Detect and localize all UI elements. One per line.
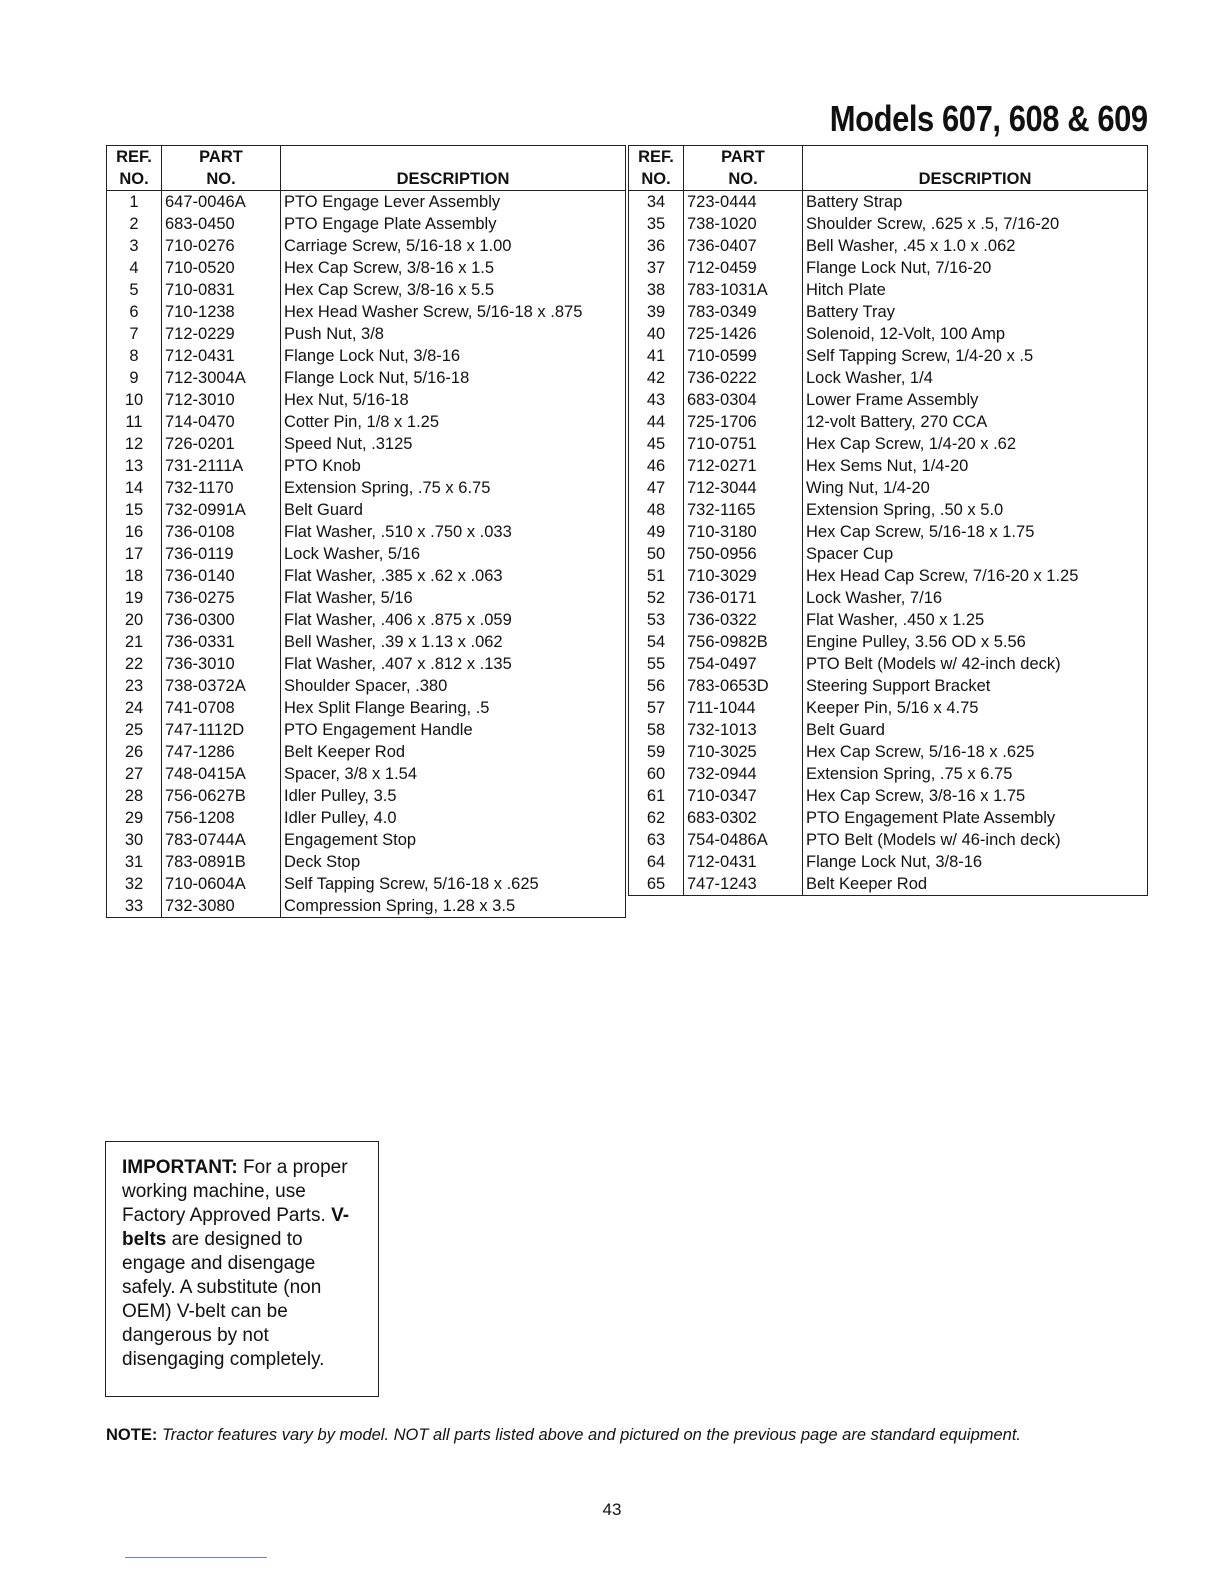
description-cell: Push Nut, 3/8 xyxy=(281,323,626,345)
table-row xyxy=(107,301,626,323)
header-part-no xyxy=(162,146,281,191)
table-row xyxy=(629,543,1148,565)
ref-no-cell: 8 xyxy=(107,345,162,367)
ref-no-cell: 30 xyxy=(107,829,162,851)
description-cell: Extension Spring, .50 x 5.0 xyxy=(803,499,1148,521)
parts-table-left xyxy=(106,145,626,918)
part-no-cell: 710-1238 xyxy=(162,301,281,323)
ref-no-cell: 55 xyxy=(629,653,684,675)
ref-no-cell: 39 xyxy=(629,301,684,323)
description-cell: Carriage Screw, 5/16-18 x 1.00 xyxy=(281,235,626,257)
table-row xyxy=(629,807,1148,829)
header-description xyxy=(803,146,1148,191)
table-row xyxy=(107,631,626,653)
description-cell: Hex Cap Screw, 3/8-16 x 1.5 xyxy=(281,257,626,279)
description-cell: Lock Washer, 5/16 xyxy=(281,543,626,565)
important-label: IMPORTANT: xyxy=(122,1157,238,1178)
table-row xyxy=(629,609,1148,631)
description-cell xyxy=(803,895,1148,896)
part-no-cell: 736-0140 xyxy=(162,565,281,587)
important-notice-box xyxy=(105,1141,379,1397)
ref-no-cell: 63 xyxy=(629,829,684,851)
part-no-cell: 732-0944 xyxy=(684,763,803,785)
part-no-cell: 736-0119 xyxy=(162,543,281,565)
table-row xyxy=(629,389,1148,411)
table-row xyxy=(629,345,1148,367)
part-no-cell: 647-0046A xyxy=(162,191,281,214)
table-row xyxy=(107,653,626,675)
part-no-cell: 710-3029 xyxy=(684,565,803,587)
part-no-cell: 732-0991A xyxy=(162,499,281,521)
part-no-cell: 747-1112D xyxy=(162,719,281,741)
description-cell: Wing Nut, 1/4-20 xyxy=(803,477,1148,499)
table-row xyxy=(629,191,1148,214)
ref-no-cell: 42 xyxy=(629,367,684,389)
part-no-cell: 736-0108 xyxy=(162,521,281,543)
part-no-cell: 725-1426 xyxy=(684,323,803,345)
description-cell: Solenoid, 12-Volt, 100 Amp xyxy=(803,323,1148,345)
table-row xyxy=(629,235,1148,257)
ref-no-cell: 19 xyxy=(107,587,162,609)
description-cell: PTO Engage Plate Assembly xyxy=(281,213,626,235)
part-no-cell: 747-1243 xyxy=(684,873,803,895)
table-row xyxy=(107,785,626,807)
table-row xyxy=(629,631,1148,653)
ref-no-cell: 53 xyxy=(629,609,684,631)
ref-no-cell: 1 xyxy=(107,191,162,214)
part-no-cell: 754-0497 xyxy=(684,653,803,675)
description-cell: Flat Washer, .407 x .812 x .135 xyxy=(281,653,626,675)
ref-no-cell: 12 xyxy=(107,433,162,455)
table-row xyxy=(107,411,626,433)
description-cell: Flat Washer, .450 x 1.25 xyxy=(803,609,1148,631)
table-row xyxy=(629,741,1148,763)
page-title: Models 607, 608 & 609 xyxy=(830,98,1148,139)
table-row xyxy=(629,499,1148,521)
part-no-cell: 726-0201 xyxy=(162,433,281,455)
part-no-cell: 710-0604A xyxy=(162,873,281,895)
part-no-cell: 710-0599 xyxy=(684,345,803,367)
description-cell: Speed Nut, .3125 xyxy=(281,433,626,455)
ref-no-cell: 2 xyxy=(107,213,162,235)
part-no-cell: 714-0470 xyxy=(162,411,281,433)
ref-no-cell: 9 xyxy=(107,367,162,389)
header-description-text: DESCRIPTION xyxy=(396,170,510,188)
header-part-no xyxy=(684,146,803,191)
ref-no-cell: 27 xyxy=(107,763,162,785)
description-cell: Hitch Plate xyxy=(803,279,1148,301)
table-row xyxy=(107,279,626,301)
description-cell: Flange Lock Nut, 7/16-20 xyxy=(803,257,1148,279)
part-no-cell: 731-2111A xyxy=(162,455,281,477)
table-row xyxy=(629,279,1148,301)
table-row xyxy=(629,433,1148,455)
ref-no-cell: 47 xyxy=(629,477,684,499)
table-row xyxy=(629,367,1148,389)
important-text-1: For a proper working machine, use Factory Approved Parts. xyxy=(122,1157,348,1226)
description-cell: Lock Washer, 1/4 xyxy=(803,367,1148,389)
ref-no-cell xyxy=(629,895,684,896)
description-cell: Flange Lock Nut, 5/16-18 xyxy=(281,367,626,389)
header-part-no-text: PART NO. xyxy=(721,148,765,188)
ref-no-cell: 17 xyxy=(107,543,162,565)
description-cell: Lower Frame Assembly xyxy=(803,389,1148,411)
table-row xyxy=(629,653,1148,675)
ref-no-cell: 51 xyxy=(629,565,684,587)
table-row xyxy=(629,675,1148,697)
description-cell: Battery Strap xyxy=(803,191,1148,214)
header-ref-no-text: REF. NO. xyxy=(638,148,674,188)
header-part-no-text: PART NO. xyxy=(199,148,243,188)
ref-no-cell: 37 xyxy=(629,257,684,279)
description-cell: Self Tapping Screw, 1/4-20 x .5 xyxy=(803,345,1148,367)
ref-no-cell: 23 xyxy=(107,675,162,697)
description-cell: Hex Nut, 5/16-18 xyxy=(281,389,626,411)
ref-no-cell: 13 xyxy=(107,455,162,477)
description-cell: Compression Spring, 1.28 x 3.5 xyxy=(281,895,626,918)
ref-no-cell: 5 xyxy=(107,279,162,301)
description-cell: Hex Cap Screw, 1/4-20 x .62 xyxy=(803,433,1148,455)
description-cell: Hex Cap Screw, 5/16-18 x 1.75 xyxy=(803,521,1148,543)
description-cell: PTO Engagement Handle xyxy=(281,719,626,741)
part-no-cell: 754-0486A xyxy=(684,829,803,851)
table-row xyxy=(107,895,626,918)
description-cell: Hex Cap Screw, 3/8-16 x 5.5 xyxy=(281,279,626,301)
part-no-cell: 783-0349 xyxy=(684,301,803,323)
part-no-cell: 738-0372A xyxy=(162,675,281,697)
description-cell: Belt Keeper Rod xyxy=(281,741,626,763)
table-row xyxy=(107,455,626,477)
ref-no-cell: 4 xyxy=(107,257,162,279)
part-no-cell: 683-0450 xyxy=(162,213,281,235)
part-no-cell: 747-1286 xyxy=(162,741,281,763)
description-cell: Engagement Stop xyxy=(281,829,626,851)
part-no-cell: 783-1031A xyxy=(684,279,803,301)
description-cell: Bell Washer, .45 x 1.0 x .062 xyxy=(803,235,1148,257)
description-cell: Spacer, 3/8 x 1.54 xyxy=(281,763,626,785)
ref-no-cell: 21 xyxy=(107,631,162,653)
part-no-cell: 712-0459 xyxy=(684,257,803,279)
ref-no-cell: 22 xyxy=(107,653,162,675)
header-description-text: DESCRIPTION xyxy=(918,170,1032,188)
description-cell: PTO Knob xyxy=(281,455,626,477)
part-no-cell: 710-0751 xyxy=(684,433,803,455)
description-cell: Hex Sems Nut, 1/4-20 xyxy=(803,455,1148,477)
part-no-cell: 783-0891B xyxy=(162,851,281,873)
description-cell: Engine Pulley, 3.56 OD x 5.56 xyxy=(803,631,1148,653)
table-row xyxy=(107,807,626,829)
part-no-cell: 710-3025 xyxy=(684,741,803,763)
part-no-cell: 712-0431 xyxy=(684,851,803,873)
part-no-cell: 710-3180 xyxy=(684,521,803,543)
part-no-cell: 736-0275 xyxy=(162,587,281,609)
part-no-cell: 712-3010 xyxy=(162,389,281,411)
table-row xyxy=(107,191,626,214)
description-cell: PTO Engage Lever Assembly xyxy=(281,191,626,214)
description-cell: Bell Washer, .39 x 1.13 x .062 xyxy=(281,631,626,653)
table-row xyxy=(107,323,626,345)
table-row xyxy=(107,235,626,257)
description-cell: Flat Washer, 5/16 xyxy=(281,587,626,609)
table-row xyxy=(629,521,1148,543)
footer-rule xyxy=(125,1557,267,1558)
ref-no-cell: 36 xyxy=(629,235,684,257)
ref-no-cell: 52 xyxy=(629,587,684,609)
part-no-cell: 783-0653D xyxy=(684,675,803,697)
ref-no-cell: 58 xyxy=(629,719,684,741)
part-no-cell: 736-0331 xyxy=(162,631,281,653)
part-no-cell: 683-0302 xyxy=(684,807,803,829)
ref-no-cell: 38 xyxy=(629,279,684,301)
parts-table-right xyxy=(628,145,1148,896)
ref-no-cell: 65 xyxy=(629,873,684,895)
ref-no-cell: 15 xyxy=(107,499,162,521)
description-cell: Belt Keeper Rod xyxy=(803,873,1148,895)
header-ref-no xyxy=(107,146,162,191)
part-no-cell: 712-0229 xyxy=(162,323,281,345)
description-cell: Extension Spring, .75 x 6.75 xyxy=(803,763,1148,785)
description-cell: Flange Lock Nut, 3/8-16 xyxy=(803,851,1148,873)
note-text: Tractor features vary by model. NOT all parts listed above and pictured on the previous page are standard equipment. xyxy=(161,1426,1022,1444)
part-no-cell: 748-0415A xyxy=(162,763,281,785)
part-no-cell: 711-1044 xyxy=(684,697,803,719)
description-cell: Self Tapping Screw, 5/16-18 x .625 xyxy=(281,873,626,895)
parts-rows-right xyxy=(629,191,1148,896)
part-no-cell: 723-0444 xyxy=(684,191,803,214)
table-row xyxy=(629,587,1148,609)
part-no-cell: 710-0347 xyxy=(684,785,803,807)
page-number: 43 xyxy=(602,1500,622,1519)
ref-no-cell: 48 xyxy=(629,499,684,521)
description-cell: Hex Cap Screw, 5/16-18 x .625 xyxy=(803,741,1148,763)
table-row xyxy=(107,565,626,587)
note xyxy=(106,1426,1166,1445)
ref-no-cell: 11 xyxy=(107,411,162,433)
table-row xyxy=(107,345,626,367)
part-no-cell: 710-0276 xyxy=(162,235,281,257)
part-no-cell: 736-0407 xyxy=(684,235,803,257)
table-row xyxy=(629,895,1148,896)
part-no-cell: 736-3010 xyxy=(162,653,281,675)
description-cell: Flat Washer, .510 x .750 x .033 xyxy=(281,521,626,543)
ref-no-cell: 40 xyxy=(629,323,684,345)
ref-no-cell: 25 xyxy=(107,719,162,741)
header-description xyxy=(281,146,626,191)
table-row xyxy=(107,257,626,279)
ref-no-cell: 18 xyxy=(107,565,162,587)
table-row xyxy=(107,213,626,235)
ref-no-cell: 43 xyxy=(629,389,684,411)
description-cell: Shoulder Spacer, .380 xyxy=(281,675,626,697)
part-no-cell: 712-0431 xyxy=(162,345,281,367)
table-row xyxy=(107,829,626,851)
description-cell: PTO Engagement Plate Assembly xyxy=(803,807,1148,829)
table-row xyxy=(107,675,626,697)
part-no-cell: 710-0520 xyxy=(162,257,281,279)
note-label: NOTE: xyxy=(106,1426,158,1444)
part-no-cell: 736-0300 xyxy=(162,609,281,631)
description-cell: Hex Head Washer Screw, 5/16-18 x .875 xyxy=(281,301,626,323)
description-cell: Keeper Pin, 5/16 x 4.75 xyxy=(803,697,1148,719)
parts-rows-left xyxy=(107,191,626,918)
header-ref-no-text: REF. NO. xyxy=(116,148,152,188)
ref-no-cell: 64 xyxy=(629,851,684,873)
ref-no-cell: 32 xyxy=(107,873,162,895)
part-no-cell: 750-0956 xyxy=(684,543,803,565)
part-no-cell xyxy=(684,895,803,896)
ref-no-cell: 33 xyxy=(107,895,162,918)
ref-no-cell: 62 xyxy=(629,807,684,829)
ref-no-cell: 3 xyxy=(107,235,162,257)
ref-no-cell: 26 xyxy=(107,741,162,763)
table-row xyxy=(107,367,626,389)
ref-no-cell: 57 xyxy=(629,697,684,719)
description-cell: Deck Stop xyxy=(281,851,626,873)
table-row xyxy=(629,477,1148,499)
ref-no-cell: 16 xyxy=(107,521,162,543)
table-row xyxy=(629,719,1148,741)
part-no-cell: 712-3044 xyxy=(684,477,803,499)
part-no-cell: 683-0304 xyxy=(684,389,803,411)
description-cell: Belt Guard xyxy=(803,719,1148,741)
table-row xyxy=(107,543,626,565)
table-row xyxy=(107,477,626,499)
table-row xyxy=(629,411,1148,433)
description-cell: Hex Cap Screw, 3/8-16 x 1.75 xyxy=(803,785,1148,807)
table-row xyxy=(629,213,1148,235)
ref-no-cell: 34 xyxy=(629,191,684,214)
part-no-cell: 732-1170 xyxy=(162,477,281,499)
part-no-cell: 756-1208 xyxy=(162,807,281,829)
ref-no-cell: 35 xyxy=(629,213,684,235)
table-row xyxy=(629,785,1148,807)
ref-no-cell: 56 xyxy=(629,675,684,697)
table-row xyxy=(107,609,626,631)
ref-no-cell: 6 xyxy=(107,301,162,323)
description-cell: Extension Spring, .75 x 6.75 xyxy=(281,477,626,499)
part-no-cell: 783-0744A xyxy=(162,829,281,851)
part-no-cell: 756-0982B xyxy=(684,631,803,653)
table-row xyxy=(629,873,1148,895)
description-cell: Flange Lock Nut, 3/8-16 xyxy=(281,345,626,367)
part-no-cell: 725-1706 xyxy=(684,411,803,433)
description-cell: Lock Washer, 7/16 xyxy=(803,587,1148,609)
table-row xyxy=(629,697,1148,719)
ref-no-cell: 7 xyxy=(107,323,162,345)
description-cell: PTO Belt (Models w/ 42-inch deck) xyxy=(803,653,1148,675)
description-cell: Shoulder Screw, .625 x .5, 7/16-20 xyxy=(803,213,1148,235)
table-row xyxy=(107,763,626,785)
table-row xyxy=(629,323,1148,345)
ref-no-cell: 41 xyxy=(629,345,684,367)
part-no-cell: 736-0222 xyxy=(684,367,803,389)
ref-no-cell: 45 xyxy=(629,433,684,455)
part-no-cell: 710-0831 xyxy=(162,279,281,301)
part-no-cell: 741-0708 xyxy=(162,697,281,719)
part-no-cell: 712-0271 xyxy=(684,455,803,477)
description-cell: Steering Support Bracket xyxy=(803,675,1148,697)
table-row xyxy=(629,301,1148,323)
description-cell: Flat Washer, .406 x .875 x .059 xyxy=(281,609,626,631)
description-cell: Cotter Pin, 1/8 x 1.25 xyxy=(281,411,626,433)
table-row xyxy=(107,719,626,741)
table-row xyxy=(629,851,1148,873)
ref-no-cell: 14 xyxy=(107,477,162,499)
table-row xyxy=(107,587,626,609)
ref-no-cell: 10 xyxy=(107,389,162,411)
description-cell: Hex Split Flange Bearing, .5 xyxy=(281,697,626,719)
ref-no-cell: 28 xyxy=(107,785,162,807)
part-no-cell: 712-3004A xyxy=(162,367,281,389)
important-text-2: are designed to engage and disengage safely. A substitute (non OEM) V-belt can be dangerous by not disengaging completely. xyxy=(122,1229,325,1370)
part-no-cell: 736-0171 xyxy=(684,587,803,609)
description-cell: Belt Guard xyxy=(281,499,626,521)
table-row xyxy=(107,873,626,895)
ref-no-cell: 44 xyxy=(629,411,684,433)
description-cell: Idler Pulley, 4.0 xyxy=(281,807,626,829)
table-row xyxy=(107,851,626,873)
table-row xyxy=(629,829,1148,851)
ref-no-cell: 20 xyxy=(107,609,162,631)
part-no-cell: 736-0322 xyxy=(684,609,803,631)
table-row xyxy=(107,389,626,411)
header-ref-no xyxy=(629,146,684,191)
table-row xyxy=(629,455,1148,477)
ref-no-cell: 46 xyxy=(629,455,684,477)
ref-no-cell: 31 xyxy=(107,851,162,873)
table-row xyxy=(107,741,626,763)
description-cell: Battery Tray xyxy=(803,301,1148,323)
table-row xyxy=(107,697,626,719)
ref-no-cell: 29 xyxy=(107,807,162,829)
ref-no-cell: 61 xyxy=(629,785,684,807)
ref-no-cell: 59 xyxy=(629,741,684,763)
description-cell: PTO Belt (Models w/ 46-inch deck) xyxy=(803,829,1148,851)
ref-no-cell: 24 xyxy=(107,697,162,719)
table-row xyxy=(629,763,1148,785)
table-row xyxy=(629,257,1148,279)
part-no-cell: 732-3080 xyxy=(162,895,281,918)
part-no-cell: 756-0627B xyxy=(162,785,281,807)
ref-no-cell: 54 xyxy=(629,631,684,653)
important-vbelts: V-belts xyxy=(122,1205,350,1250)
table-row xyxy=(107,499,626,521)
ref-no-cell: 60 xyxy=(629,763,684,785)
part-no-cell: 732-1165 xyxy=(684,499,803,521)
description-cell: Spacer Cup xyxy=(803,543,1148,565)
ref-no-cell: 49 xyxy=(629,521,684,543)
description-cell: Hex Head Cap Screw, 7/16-20 x 1.25 xyxy=(803,565,1148,587)
description-cell: Idler Pulley, 3.5 xyxy=(281,785,626,807)
table-row xyxy=(107,433,626,455)
table-row xyxy=(629,565,1148,587)
ref-no-cell: 50 xyxy=(629,543,684,565)
part-no-cell: 732-1013 xyxy=(684,719,803,741)
table-row xyxy=(107,521,626,543)
part-no-cell: 738-1020 xyxy=(684,213,803,235)
description-cell: 12-volt Battery, 270 CCA xyxy=(803,411,1148,433)
description-cell: Flat Washer, .385 x .62 x .063 xyxy=(281,565,626,587)
